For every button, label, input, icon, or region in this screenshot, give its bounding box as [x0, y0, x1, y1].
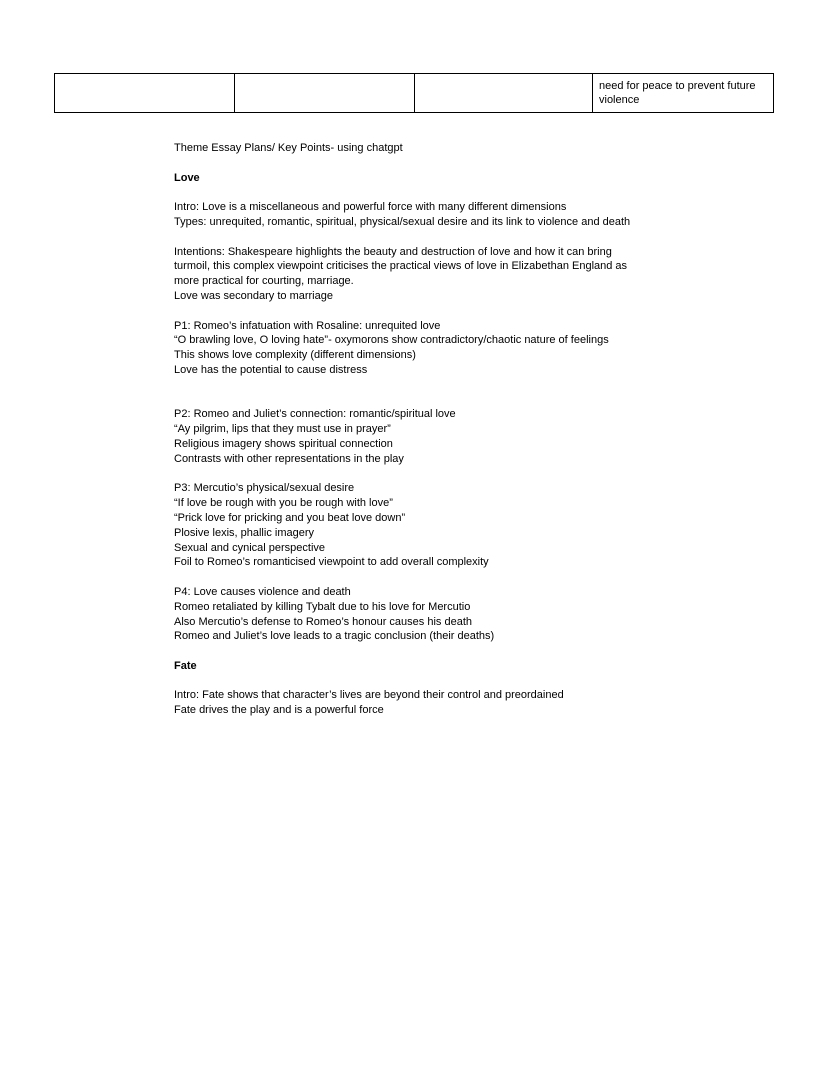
text-line: Contrasts with other representations in the play: [174, 452, 404, 465]
table-cell: [55, 74, 235, 113]
text-line: turmoil, this complex viewpoint criticises the practical views of love in Elizabethan England as: [174, 260, 628, 273]
love-p4: [174, 585, 664, 644]
text-line: P2: Romeo and Juliet’s connection: romantic/spiritual love: [174, 408, 456, 421]
text-line: Foil to Romeo’s romanticised viewpoint to add overall complexity: [174, 556, 489, 569]
love-p2: [174, 407, 664, 466]
text-line: Intentions: Shakespeare highlights the beauty and destruction of love and how it can bring: [174, 245, 612, 258]
text-line: “O brawling love, O loving hate”- oxymorons show contradictory/chaotic nature of feelings: [174, 334, 609, 347]
text-line: “Prick love for pricking and you beat love down”: [174, 511, 406, 524]
text-line: more practical for courting, marriage.: [174, 275, 354, 288]
love-p1: [174, 319, 664, 378]
table-row: [55, 74, 774, 113]
text-line: Types: unrequited, romantic, spiritual, physical/sexual desire and its link to violence and death: [174, 215, 631, 228]
text-line: P3: Mercutio’s physical/sexual desire: [174, 482, 355, 495]
text-line: P1: Romeo’s infatuation with Rosaline: unrequited love: [174, 319, 441, 332]
love-intentions: [174, 245, 664, 304]
document-title: Theme Essay Plans/ Key Points- using chatgpt: [174, 142, 403, 154]
text-line: “Ay pilgrim, lips that they must use in prayer”: [174, 423, 391, 436]
section-heading-fate: Fate: [174, 659, 197, 672]
text-line: Fate drives the play and is a powerful force: [174, 704, 384, 717]
text-line: Also Mercutio’s defense to Romeo’s honour causes his death: [174, 615, 472, 628]
table-cell: need for peace to prevent future violence: [593, 74, 774, 113]
text-line: P4: Love causes violence and death: [174, 585, 351, 598]
text-line: Romeo and Juliet’s love leads to a tragic conclusion (their deaths): [174, 630, 495, 643]
text-line: Plosive lexis, phallic imagery: [174, 526, 314, 539]
text-line: Love was secondary to marriage: [174, 289, 333, 302]
text-line: Romeo retaliated by killing Tybalt due to his love for Mercutio: [174, 600, 471, 613]
text-line: Intro: Love is a miscellaneous and powerful force with many different dimensions: [174, 201, 567, 214]
section-heading-love: Love: [174, 171, 200, 184]
text-line: This shows love complexity (different dimensions): [174, 349, 416, 362]
top-table: [54, 73, 774, 113]
table-cell: [235, 74, 415, 113]
document-body: [174, 141, 664, 718]
love-intro: [174, 200, 664, 230]
fate-intro: [174, 688, 664, 718]
text-line: Love has the potential to cause distress: [174, 363, 368, 376]
table-cell: [415, 74, 593, 113]
love-p3: [174, 481, 664, 570]
text-line: Sexual and cynical perspective: [174, 541, 326, 554]
text-line: “If love be rough with you be rough with love”: [174, 497, 393, 510]
text-line: Intro: Fate shows that character’s lives are beyond their control and preordained: [174, 689, 564, 702]
text-line: Religious imagery shows spiritual connection: [174, 437, 393, 450]
